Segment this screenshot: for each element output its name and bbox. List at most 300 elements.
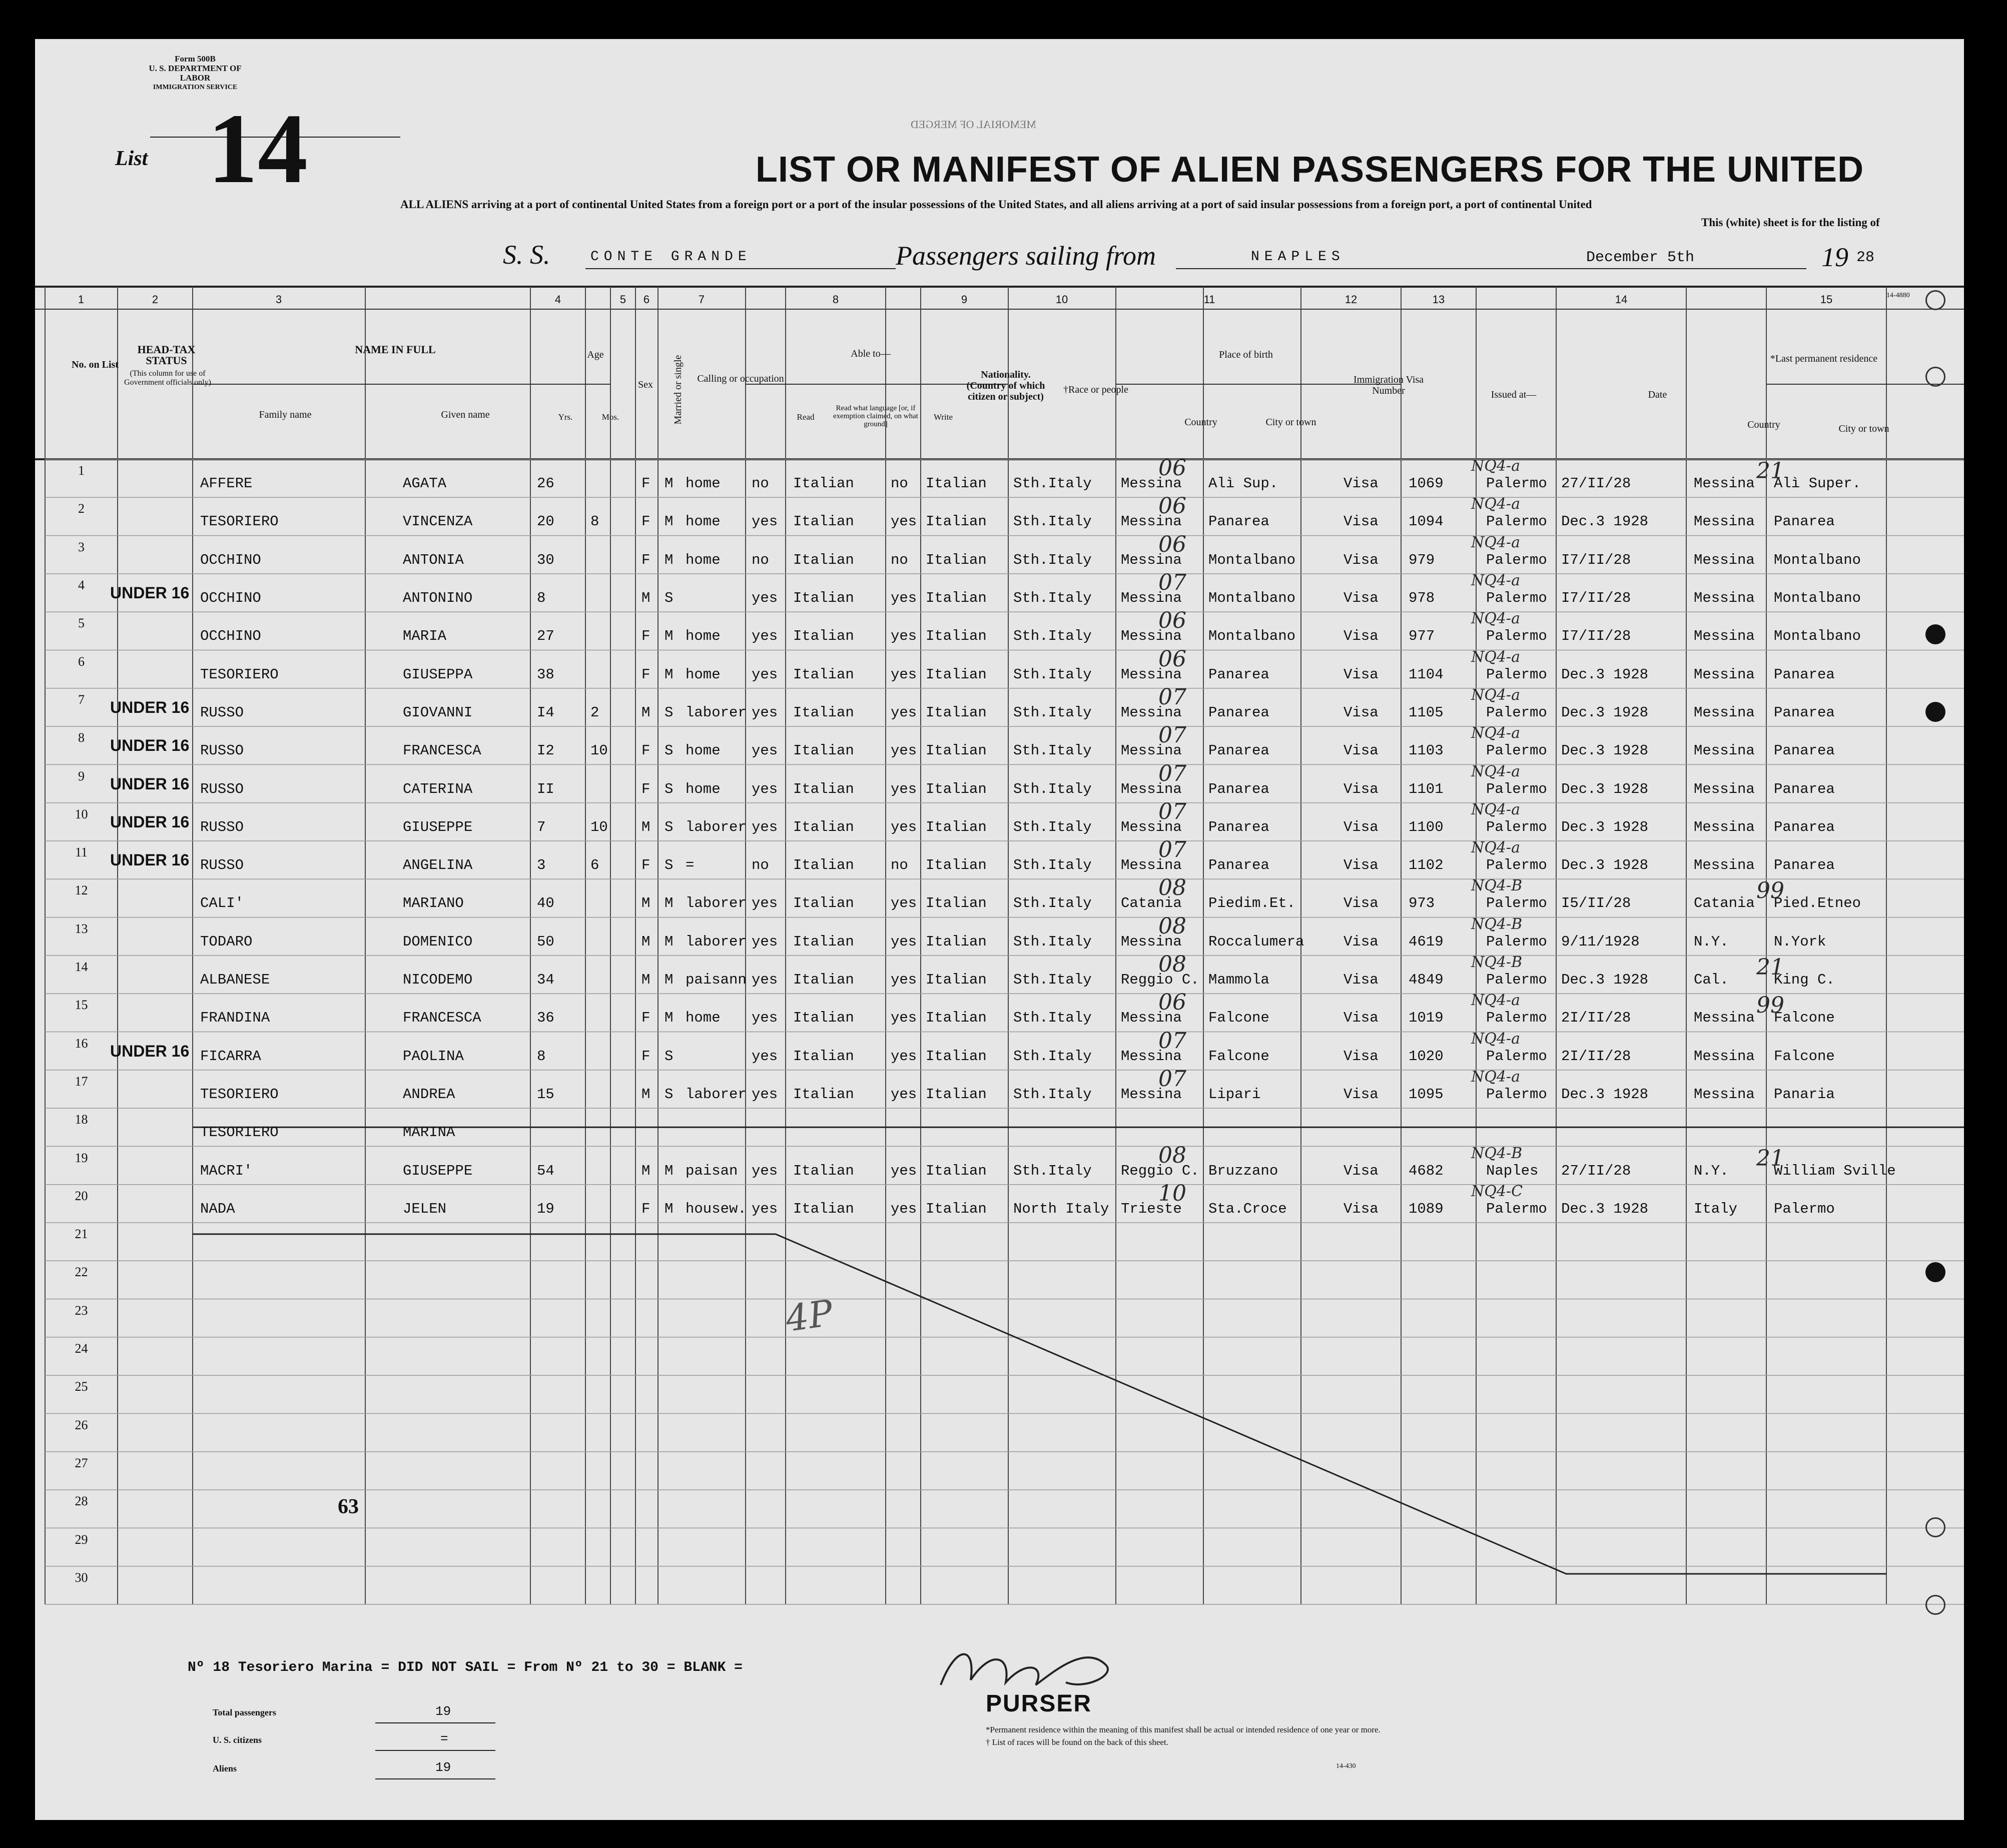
handwritten-code: 06 — [1158, 493, 1186, 519]
race-cell: Sth.Italy — [1013, 895, 1092, 912]
binder-ring-icon — [1925, 1517, 1945, 1537]
read-cell: yes — [752, 972, 778, 989]
given-name-cell: FRANCESCA — [403, 742, 481, 759]
header-read: Read — [797, 412, 815, 422]
age-years-cell: 26 — [537, 475, 554, 492]
visa-cell: Visa — [1344, 972, 1379, 989]
family-name-cell: OCCHINO — [200, 551, 261, 568]
handwritten-code: 10 — [1158, 1180, 1186, 1206]
issued-at-cell: Palermo — [1486, 933, 1547, 950]
race-cell: North Italy — [1013, 1200, 1109, 1217]
marital-cell: S — [664, 818, 674, 835]
binder-ring-icon — [1925, 290, 1945, 310]
age-years-cell: 30 — [537, 551, 554, 568]
sex-cell: F — [641, 475, 650, 492]
row-number: 26 — [75, 1417, 88, 1432]
language-cell: Italian — [793, 551, 854, 568]
nationality-cell: Italian — [926, 590, 987, 607]
birth-country-cell: Messina — [1121, 933, 1182, 950]
issue-date-cell: 2I/II/28 — [1561, 1010, 1631, 1027]
header-pob-city: City or town — [1265, 417, 1316, 428]
handwritten-code: 08 — [1158, 952, 1186, 978]
issue-date-cell: Dec.3 1928 — [1561, 780, 1649, 797]
visa-cell: Visa — [1344, 1086, 1379, 1103]
read-cell: yes — [752, 1162, 778, 1179]
visa-cell: Visa — [1344, 628, 1379, 645]
residence-country-cell: Messina — [1694, 704, 1755, 721]
handwritten-code: 07 — [1158, 1066, 1186, 1092]
race-cell: Sth.Italy — [1013, 780, 1092, 797]
list-label: List — [115, 147, 148, 170]
head-tax-stamp: UNDER 16 — [110, 812, 190, 831]
language-cell: Italian — [793, 1010, 854, 1027]
birth-city-cell: Piedim.Et. — [1208, 895, 1296, 912]
family-name-cell: FRANDINA — [200, 1010, 270, 1027]
column-number: 14 — [1615, 293, 1628, 306]
birth-city-cell: Bruzzano — [1208, 1162, 1278, 1179]
occupation-cell: paisann — [686, 972, 747, 989]
age-years-cell: I2 — [537, 742, 554, 759]
visa-cell: Visa — [1344, 551, 1379, 568]
list-number: 14 — [208, 94, 308, 204]
language-cell: Italian — [793, 895, 854, 912]
head-tax-stamp: UNDER 16 — [110, 1042, 190, 1060]
row-number: 4 — [78, 578, 85, 593]
issued-at-cell: Palermo — [1486, 1010, 1547, 1027]
residence-city-cell: Montalbano — [1774, 590, 1861, 607]
nationality-cell: Italian — [926, 1010, 987, 1027]
nationality-cell: Italian — [926, 857, 987, 874]
issue-date-cell: Dec.3 1928 — [1561, 818, 1649, 835]
handwritten-visa-code: NQ4-a — [1471, 800, 1520, 818]
residence-country-cell: Messina — [1694, 513, 1755, 530]
row-number: 7 — [78, 692, 85, 707]
marital-cell: M — [664, 972, 674, 989]
nationality-cell: Italian — [926, 1086, 987, 1103]
visa-cell: Visa — [1344, 780, 1379, 797]
marital-cell: M — [664, 1200, 674, 1217]
issue-date-cell: Dec.3 1928 — [1561, 666, 1649, 683]
occupation-cell: home — [686, 513, 721, 530]
issued-at-cell: Naples — [1486, 1162, 1539, 1179]
row-number: 20 — [75, 1188, 88, 1203]
age-months-cell: 10 — [590, 818, 608, 835]
residence-country-cell: N.Y. — [1694, 933, 1729, 950]
visa-cell: Visa — [1344, 818, 1379, 835]
write-cell: yes — [891, 933, 917, 950]
issued-at-cell: Palermo — [1486, 780, 1547, 797]
occupation-cell: laborer — [686, 1086, 747, 1103]
row-number: 18 — [75, 1112, 88, 1127]
language-cell: Italian — [793, 1200, 854, 1217]
handwritten-code: 06 — [1158, 990, 1186, 1016]
residence-city-cell: Panarea — [1774, 513, 1835, 530]
language-cell: Italian — [793, 857, 854, 874]
age-months-cell: 6 — [590, 857, 599, 874]
visa-number-cell: 1020 — [1409, 1048, 1444, 1065]
residence-city-cell: Panarea — [1774, 704, 1835, 721]
age-months-cell: 2 — [590, 704, 599, 721]
nationality-cell: Italian — [926, 475, 987, 492]
row-number: 15 — [75, 998, 88, 1013]
given-name-cell: VINCENZA — [403, 513, 473, 530]
family-name-cell: RUSSO — [200, 818, 244, 835]
given-name-cell: CATERINA — [403, 780, 473, 797]
sex-cell: M — [641, 704, 650, 721]
age-years-cell: 3 — [537, 857, 546, 874]
family-name-cell: FICARRA — [200, 1048, 261, 1065]
sex-cell: M — [641, 933, 650, 950]
visa-number-cell: 1101 — [1409, 780, 1444, 797]
marital-cell: M — [664, 933, 674, 950]
race-cell: Sth.Italy — [1013, 1010, 1092, 1027]
visa-cell: Visa — [1344, 704, 1379, 721]
age-years-cell: 27 — [537, 628, 554, 645]
birth-country-cell: Messina — [1121, 780, 1182, 797]
header-read-lang: Read what language [or, if exemption claimed, on what ground] — [833, 404, 918, 428]
visa-cell: Visa — [1344, 475, 1379, 492]
nationality-cell: Italian — [926, 933, 987, 950]
row-number: 17 — [75, 1074, 88, 1089]
occupation-cell: home — [686, 780, 721, 797]
row-number: 23 — [75, 1303, 88, 1318]
sex-cell: F — [641, 551, 650, 568]
birth-country-cell: Trieste — [1121, 1200, 1182, 1217]
read-cell: yes — [752, 818, 778, 835]
issued-at-cell: Palermo — [1486, 475, 1547, 492]
aliens-label: Aliens — [213, 1763, 237, 1773]
write-cell: no — [891, 475, 908, 492]
us-citizens-value: = — [440, 1731, 448, 1746]
handwritten-residence-code: 21 — [1756, 458, 1784, 484]
department-label: U. S. DEPARTMENT OF LABOR — [149, 64, 242, 83]
handwritten-code: 07 — [1158, 837, 1186, 863]
race-cell: Sth.Italy — [1013, 857, 1092, 874]
row-number: 8 — [78, 730, 85, 745]
binder-hole-icon — [1925, 702, 1945, 722]
read-cell: yes — [752, 704, 778, 721]
write-cell: yes — [891, 1162, 917, 1179]
handwritten-residence-code: 21 — [1756, 1145, 1784, 1171]
age-months-cell: 8 — [590, 513, 599, 530]
write-cell: yes — [891, 895, 917, 912]
issue-date-cell: 27/II/28 — [1561, 1162, 1631, 1179]
residence-city-cell: N.York — [1774, 933, 1826, 950]
handwritten-visa-code: NQ4-B — [1471, 954, 1523, 972]
residence-country-cell: Messina — [1694, 551, 1755, 568]
row-number: 28 — [75, 1494, 88, 1509]
marital-cell: M — [664, 551, 674, 568]
visa-number-cell: 1105 — [1409, 704, 1444, 721]
read-cell: no — [752, 551, 769, 568]
residence-country-cell: Catania — [1694, 895, 1755, 912]
column-number: 4 — [554, 293, 561, 306]
write-cell: yes — [891, 742, 917, 759]
handwritten-code: 08 — [1158, 875, 1186, 901]
row-number: 21 — [75, 1227, 88, 1242]
birth-city-cell: Mammola — [1208, 972, 1269, 989]
issued-at-cell: Palermo — [1486, 628, 1547, 645]
given-name-cell: AGATA — [403, 475, 447, 492]
sex-cell: F — [641, 1048, 650, 1065]
age-years-cell: 50 — [537, 933, 554, 950]
residence-city-cell: Panarea — [1774, 666, 1835, 683]
marital-cell: S — [664, 590, 674, 607]
header-issued-at: Issued at— — [1491, 389, 1537, 400]
write-cell: yes — [891, 1086, 917, 1103]
family-name-cell: TESORIERO — [200, 666, 279, 683]
residence-country-cell: Messina — [1694, 857, 1755, 874]
issue-date-cell: Dec.3 1928 — [1561, 857, 1649, 874]
row-number: 14 — [75, 960, 88, 975]
birth-country-cell: Messina — [1121, 704, 1182, 721]
age-years-cell: 34 — [537, 972, 554, 989]
issued-at-cell: Palermo — [1486, 972, 1547, 989]
birth-country-cell: Messina — [1121, 475, 1182, 492]
handwritten-visa-code: NQ4-a — [1471, 457, 1520, 475]
footer-form-code: 14-430 — [1336, 1762, 1356, 1770]
race-cell: Sth.Italy — [1013, 972, 1092, 989]
race-cell: Sth.Italy — [1013, 704, 1092, 721]
residence-city-cell: Panarea — [1774, 818, 1835, 835]
header-sex: Sex — [638, 379, 653, 390]
birth-country-cell: Messina — [1121, 1086, 1182, 1103]
read-cell: yes — [752, 895, 778, 912]
column-number: 15 — [1820, 293, 1833, 306]
row-number: 24 — [75, 1341, 88, 1356]
handwritten-code: 07 — [1158, 570, 1186, 596]
residence-city-cell: Panarea — [1774, 780, 1835, 797]
visa-number-cell: 4619 — [1409, 933, 1444, 950]
residence-country-cell: Messina — [1694, 818, 1755, 835]
column-number: 12 — [1345, 293, 1358, 306]
footer-note: Nº 18 Tesoriero Marina = DID NOT SAIL = From Nº 21 to 30 = BLANK = — [188, 1660, 743, 1675]
occupation-cell: home — [686, 742, 721, 759]
residence-country-cell: Cal. — [1694, 972, 1729, 989]
language-cell: Italian — [793, 666, 854, 683]
sex-cell: F — [641, 628, 650, 645]
language-cell: Italian — [793, 1086, 854, 1103]
handwritten-visa-code: NQ4-C — [1471, 1182, 1523, 1200]
sex-cell: F — [641, 1010, 650, 1027]
occupation-cell: paisan — [686, 1162, 738, 1179]
birth-city-cell: Panarea — [1208, 742, 1269, 759]
family-name-cell: MACRI' — [200, 1162, 253, 1179]
manifest-subtitle: ALL ALIENS arriving at a port of continental United States from a foreign port or a port of the insular possessions of the United States, and all aliens arriving at a port of said insular possessions from a foreign port, a port of continental United — [400, 198, 1592, 211]
residence-country-cell: Messina — [1694, 780, 1755, 797]
read-cell: yes — [752, 590, 778, 607]
given-name-cell: MARIA — [403, 628, 447, 645]
footnote-residence: *Permanent residence within the meaning of this manifest shall be actual or intended residence of one year or more. — [986, 1725, 1381, 1734]
given-name-cell: MARINA — [403, 1124, 455, 1141]
nationality-cell: Italian — [926, 1162, 987, 1179]
occupation-cell: laborer — [686, 818, 747, 835]
issue-date-cell: I7/II/28 — [1561, 551, 1631, 568]
marital-cell: S — [664, 1048, 674, 1065]
handwritten-visa-code: NQ4-a — [1471, 762, 1520, 780]
issue-date-cell: Dec.3 1928 — [1561, 513, 1649, 530]
residence-country-cell: Messina — [1694, 628, 1755, 645]
age-years-cell: I4 — [537, 704, 554, 721]
ss-label: S. S. — [503, 240, 550, 270]
column-number: 5 — [619, 293, 626, 306]
marital-cell: M — [664, 475, 674, 492]
issued-at-cell: Palermo — [1486, 513, 1547, 530]
language-cell: Italian — [793, 780, 854, 797]
column-number: 8 — [832, 293, 839, 306]
marital-cell: S — [664, 857, 674, 874]
handwritten-code: 07 — [1158, 1028, 1186, 1054]
visa-cell: Visa — [1344, 895, 1379, 912]
handwritten-code: 08 — [1158, 913, 1186, 939]
residence-city-cell: Montalbano — [1774, 551, 1861, 568]
binder-ring-icon — [1925, 1595, 1945, 1615]
residence-city-cell: Panarea — [1774, 857, 1835, 874]
birth-country-cell: Messina — [1121, 1048, 1182, 1065]
age-years-cell: 54 — [537, 1162, 554, 1179]
reversed-stamp: MEMORIAL OF MERGED — [911, 118, 1036, 131]
birth-city-cell: Alì Sup. — [1208, 475, 1278, 492]
race-cell: Sth.Italy — [1013, 628, 1092, 645]
residence-country-cell: Messina — [1694, 742, 1755, 759]
issue-date-cell: Dec.3 1928 — [1561, 704, 1649, 721]
handwritten-visa-code: NQ4-a — [1471, 1030, 1520, 1048]
handwritten-code: 06 — [1158, 531, 1186, 557]
row-number: 13 — [75, 921, 88, 936]
age-years-cell: 19 — [537, 1200, 554, 1217]
purser-signature-icon — [936, 1635, 1136, 1700]
visa-cell: Visa — [1344, 857, 1379, 874]
handwritten-code: 06 — [1158, 608, 1186, 634]
race-cell: Sth.Italy — [1013, 818, 1092, 835]
visa-cell: Visa — [1344, 1048, 1379, 1065]
write-cell: yes — [891, 1048, 917, 1065]
age-years-cell: 40 — [537, 895, 554, 912]
write-cell: yes — [891, 628, 917, 645]
visa-number-cell: 1095 — [1409, 1086, 1444, 1103]
visa-cell: Visa — [1344, 666, 1379, 683]
occupation-cell: laborer — [686, 704, 747, 721]
header-lr-country: Country — [1747, 419, 1780, 430]
marital-cell: S — [664, 704, 674, 721]
language-cell: Italian — [793, 513, 854, 530]
residence-country-cell: Italy — [1694, 1200, 1738, 1217]
race-cell: Sth.Italy — [1013, 1048, 1092, 1065]
sex-cell: M — [641, 1086, 650, 1103]
manifest-title: LIST OR MANIFEST OF ALIEN PASSENGERS FOR THE UNITED — [756, 150, 1864, 190]
issue-date-cell: 9/11/1928 — [1561, 933, 1640, 950]
occupation-cell: home — [686, 475, 721, 492]
race-cell: Sth.Italy — [1013, 513, 1092, 530]
visa-number-cell: 979 — [1409, 551, 1435, 568]
given-name-cell: FRANCESCA — [403, 1010, 481, 1027]
row-number: 2 — [78, 501, 85, 516]
given-name-cell: ANGELINA — [403, 857, 473, 874]
residence-country-cell: Messina — [1694, 1086, 1755, 1103]
binder-ring-icon — [1925, 367, 1945, 387]
marital-cell: S — [664, 742, 674, 759]
row-number: 30 — [75, 1570, 88, 1585]
residence-country-cell: Messina — [1694, 1048, 1755, 1065]
given-name-cell: ANTONINO — [403, 590, 473, 607]
family-name-cell: AFFERE — [200, 475, 253, 492]
issue-date-cell: I7/II/28 — [1561, 628, 1631, 645]
nationality-cell: Italian — [926, 780, 987, 797]
language-cell: Italian — [793, 818, 854, 835]
residence-city-cell: Falcone — [1774, 1010, 1835, 1027]
race-cell: Sth.Italy — [1013, 475, 1092, 492]
issued-at-cell: Palermo — [1486, 551, 1547, 568]
header-head-tax-note: (This column for use of Government officials only) — [124, 369, 211, 387]
visa-cell: Visa — [1344, 1200, 1379, 1217]
row-number: 19 — [75, 1150, 88, 1165]
visa-number-cell: 1019 — [1409, 1010, 1444, 1027]
visa-number-cell: 1104 — [1409, 666, 1444, 683]
handwritten-visa-code: NQ4-a — [1471, 533, 1520, 551]
header-family-name: Family name — [259, 409, 312, 420]
handwritten-visa-code: NQ4-a — [1471, 686, 1520, 704]
birth-city-cell: Panarea — [1208, 818, 1269, 835]
handwritten-visa-code: NQ4-a — [1471, 572, 1520, 590]
age-years-cell: 20 — [537, 513, 554, 530]
header-married: Married or single — [673, 355, 684, 425]
occupation-cell: = — [686, 857, 695, 874]
age-years-cell: 38 — [537, 666, 554, 683]
issued-at-cell: Palermo — [1486, 704, 1547, 721]
language-cell: Italian — [793, 972, 854, 989]
handwritten-code: 08 — [1158, 1142, 1186, 1168]
birth-country-cell: Messina — [1121, 1010, 1182, 1027]
birth-city-cell: Panarea — [1208, 704, 1269, 721]
header-mos: Mos. — [601, 412, 619, 422]
visa-cell: Visa — [1344, 1010, 1379, 1027]
given-name-cell: ANDREA — [403, 1086, 455, 1103]
visa-number-cell: 4682 — [1409, 1162, 1444, 1179]
total-passengers-value: 19 — [435, 1704, 451, 1719]
header-yrs: Yrs. — [558, 412, 573, 422]
family-name-cell: ALBANESE — [200, 972, 270, 989]
total-passengers-label: Total passengers — [213, 1707, 276, 1717]
handwritten-residence-code: 99 — [1756, 878, 1784, 904]
birth-city-cell: Panarea — [1208, 857, 1269, 874]
handwritten-code: 07 — [1158, 684, 1186, 710]
issued-at-cell: Palermo — [1486, 590, 1547, 607]
nationality-cell: Italian — [926, 513, 987, 530]
footnote-races: † List of races will be found on the back of this sheet. — [986, 1737, 1168, 1747]
manifest-subtitle-2: This (white) sheet is for the listing of — [1701, 216, 1880, 229]
visa-cell: Visa — [1344, 742, 1379, 759]
column-number: 7 — [698, 293, 705, 306]
birth-country-cell: Messina — [1121, 513, 1182, 530]
nationality-cell: Italian — [926, 972, 987, 989]
given-name-cell: DOMENICO — [403, 933, 473, 950]
given-name-cell: MARIANO — [403, 895, 464, 912]
row-number: 10 — [75, 806, 88, 821]
issued-at-cell: Palermo — [1486, 857, 1547, 874]
service-label: IMMIGRATION SERVICE — [153, 84, 238, 91]
header-write: Write — [933, 412, 953, 422]
nationality-cell: Italian — [926, 551, 987, 568]
handwritten-visa-code: NQ4-a — [1471, 610, 1520, 628]
residence-country-cell: Messina — [1694, 1010, 1755, 1027]
birth-city-cell: Falcone — [1208, 1010, 1269, 1027]
visa-cell: Visa — [1344, 590, 1379, 607]
occupation-cell: home — [686, 666, 721, 683]
age-months-cell: 10 — [590, 742, 608, 759]
binder-hole-icon — [1925, 1262, 1945, 1282]
visa-number-cell: 4849 — [1409, 972, 1444, 989]
header-no-on-list: No. on List — [72, 359, 119, 370]
